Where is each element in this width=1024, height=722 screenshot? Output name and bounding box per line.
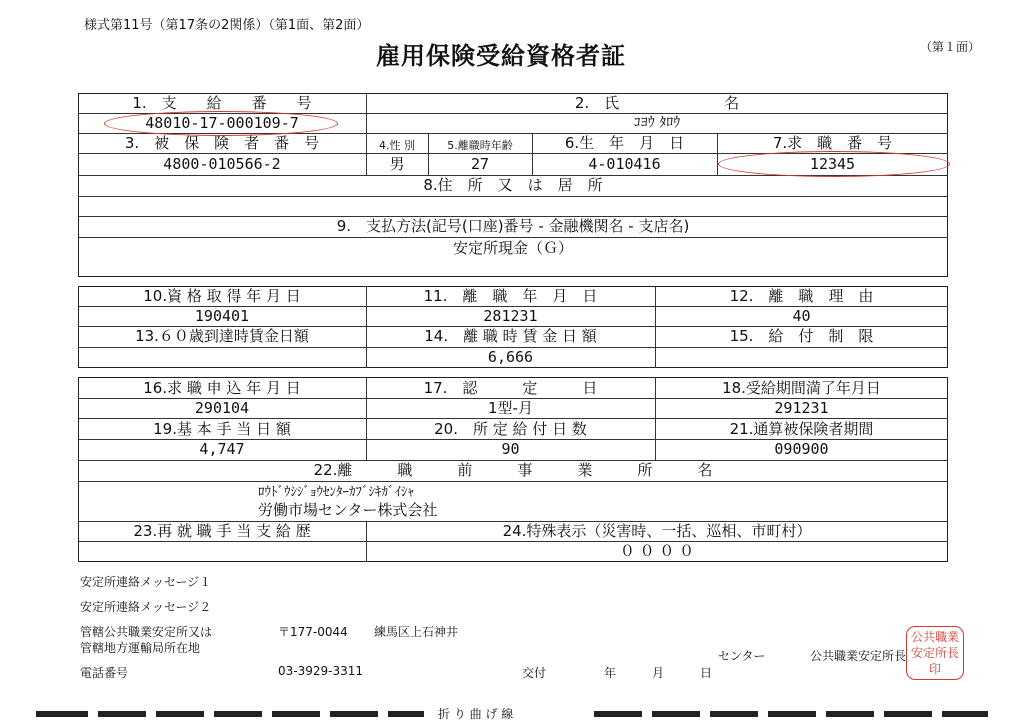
value-daily-wage: 6,666 [487, 348, 534, 366]
fold-line-label: 折 り 曲 げ 線 [438, 707, 514, 721]
label-acquisition-date: 10.資 格 取 得 年 月 日 [143, 287, 301, 305]
value-special-indication: ０ ０ ０ ０ [619, 542, 695, 560]
label-age: 5.離職時年齢 [447, 139, 513, 152]
label-reemployment-history: 23.再 就 職 手 当 支 給 歴 [133, 522, 311, 540]
form-number: 様式第11号（第17条の2関係）（第1面、第2面） [84, 18, 370, 33]
office-address: 練馬区上石神井 [374, 625, 459, 639]
label-wage-at-60: 13.６０歳到達時賃金日額 [135, 327, 309, 345]
value-separation-reason: 40 [792, 307, 811, 325]
official-stamp: 公共職業安定所長印 [906, 626, 964, 680]
label-previous-employer: 22.離 職 前 事 業 所 名 [313, 461, 713, 479]
label-job-number: 7.求 職 番 号 [772, 134, 893, 152]
value-age: 27 [470, 155, 490, 173]
director-label: 公共職業安定所長 [810, 649, 907, 663]
value-acquisition-date: 190401 [194, 307, 250, 325]
label-certification-day: 17. 認 定 日 [423, 379, 598, 397]
label-payment-number: 1. 支 給 番 号 [132, 94, 312, 112]
label-special-indication: 24.特殊表示（災害時、一括、巡相、市町村） [502, 522, 812, 540]
value-sex: 男 [389, 155, 405, 173]
label-sex: 4.性 別 [379, 139, 415, 152]
label-daily-wage: 14. 離 職 時 賃 金 日 額 [424, 327, 597, 345]
office-label-1: 管轄公共職業安定所又は [80, 625, 213, 639]
label-name: 2. 氏 名 [574, 94, 740, 112]
issued-label: 交付 [522, 666, 547, 680]
value-employer-name: 労働市場センター株式会社 [258, 501, 438, 519]
value-basic-allowance: 4,747 [199, 440, 245, 458]
postal-code: 〒177-0044 [278, 625, 348, 639]
label-address: 8.住 所 又 は 居 所 [423, 176, 603, 194]
value-payment-number: 48010-17-000109-7 [145, 114, 299, 132]
label-separation-date: 11. 離 職 年 月 日 [423, 287, 598, 305]
label-benefit-period-end: 18.受給期間満了年月日 [722, 379, 881, 397]
label-benefit-days: 20. 所 定 給 付 日 数 [434, 420, 587, 438]
label-separation-reason: 12. 離 職 理 由 [729, 287, 874, 305]
label-application-date: 16.求 職 申 込 年 月 日 [143, 379, 301, 397]
value-name: ｺﾖｳ ﾀﾛｳ [633, 115, 681, 131]
highlight-oval-payment-number [104, 111, 338, 136]
document-title: 雇用保険受給資格者証 [376, 42, 626, 70]
label-benefit-restriction: 15. 給 付 制 限 [729, 327, 874, 345]
label-birth-date: 6.生 年 月 日 [564, 134, 685, 152]
message-1: 安定所連絡メッセージ１ [80, 575, 212, 589]
highlight-oval-job-number [718, 151, 950, 177]
issued-year: 年 [604, 666, 617, 680]
page-mark: （第１面） [920, 40, 981, 54]
value-birth-date: 4-010416 [588, 155, 661, 173]
value-job-number: 12345 [809, 155, 856, 173]
issued-month: 月 [652, 666, 665, 680]
label-payment-method: 9. 支払方法(記号(口座)番号 - 金融機関名 - 支店名) [336, 217, 690, 235]
label-insured-period: 21.通算被保険者期間 [729, 420, 874, 438]
value-employer-kana: ﾛｳﾄﾞｳｼｼﾞｮｳｾﾝﾀｰｶﾌﾞｼｷｶﾞｲｼｬ [258, 485, 414, 500]
tel-number: 03-3929-3311 [278, 664, 364, 678]
office-label-2: 管轄地方運輸局所在地 [80, 641, 201, 655]
tel-label: 電話番号 [80, 666, 129, 680]
center-label: センター [718, 649, 766, 663]
value-application-date: 290104 [194, 399, 250, 417]
issued-day: 日 [700, 666, 713, 680]
value-benefit-days: 90 [501, 440, 520, 458]
value-certification-day: 1型-月 [488, 399, 533, 417]
value-payment-method: 安定所現金（Ｇ） [452, 239, 573, 257]
value-insured-period: 090900 [774, 440, 829, 458]
message-2: 安定所連絡メッセージ２ [80, 600, 212, 614]
value-benefit-period-end: 291231 [774, 399, 829, 417]
label-basic-allowance: 19.基 本 手 当 日 額 [153, 420, 291, 438]
label-insured-number: 3. 被 保 険 者 番 号 [124, 134, 320, 152]
value-separation-date: 281231 [483, 307, 538, 325]
value-insured-number: 4800-010566-2 [163, 155, 281, 173]
